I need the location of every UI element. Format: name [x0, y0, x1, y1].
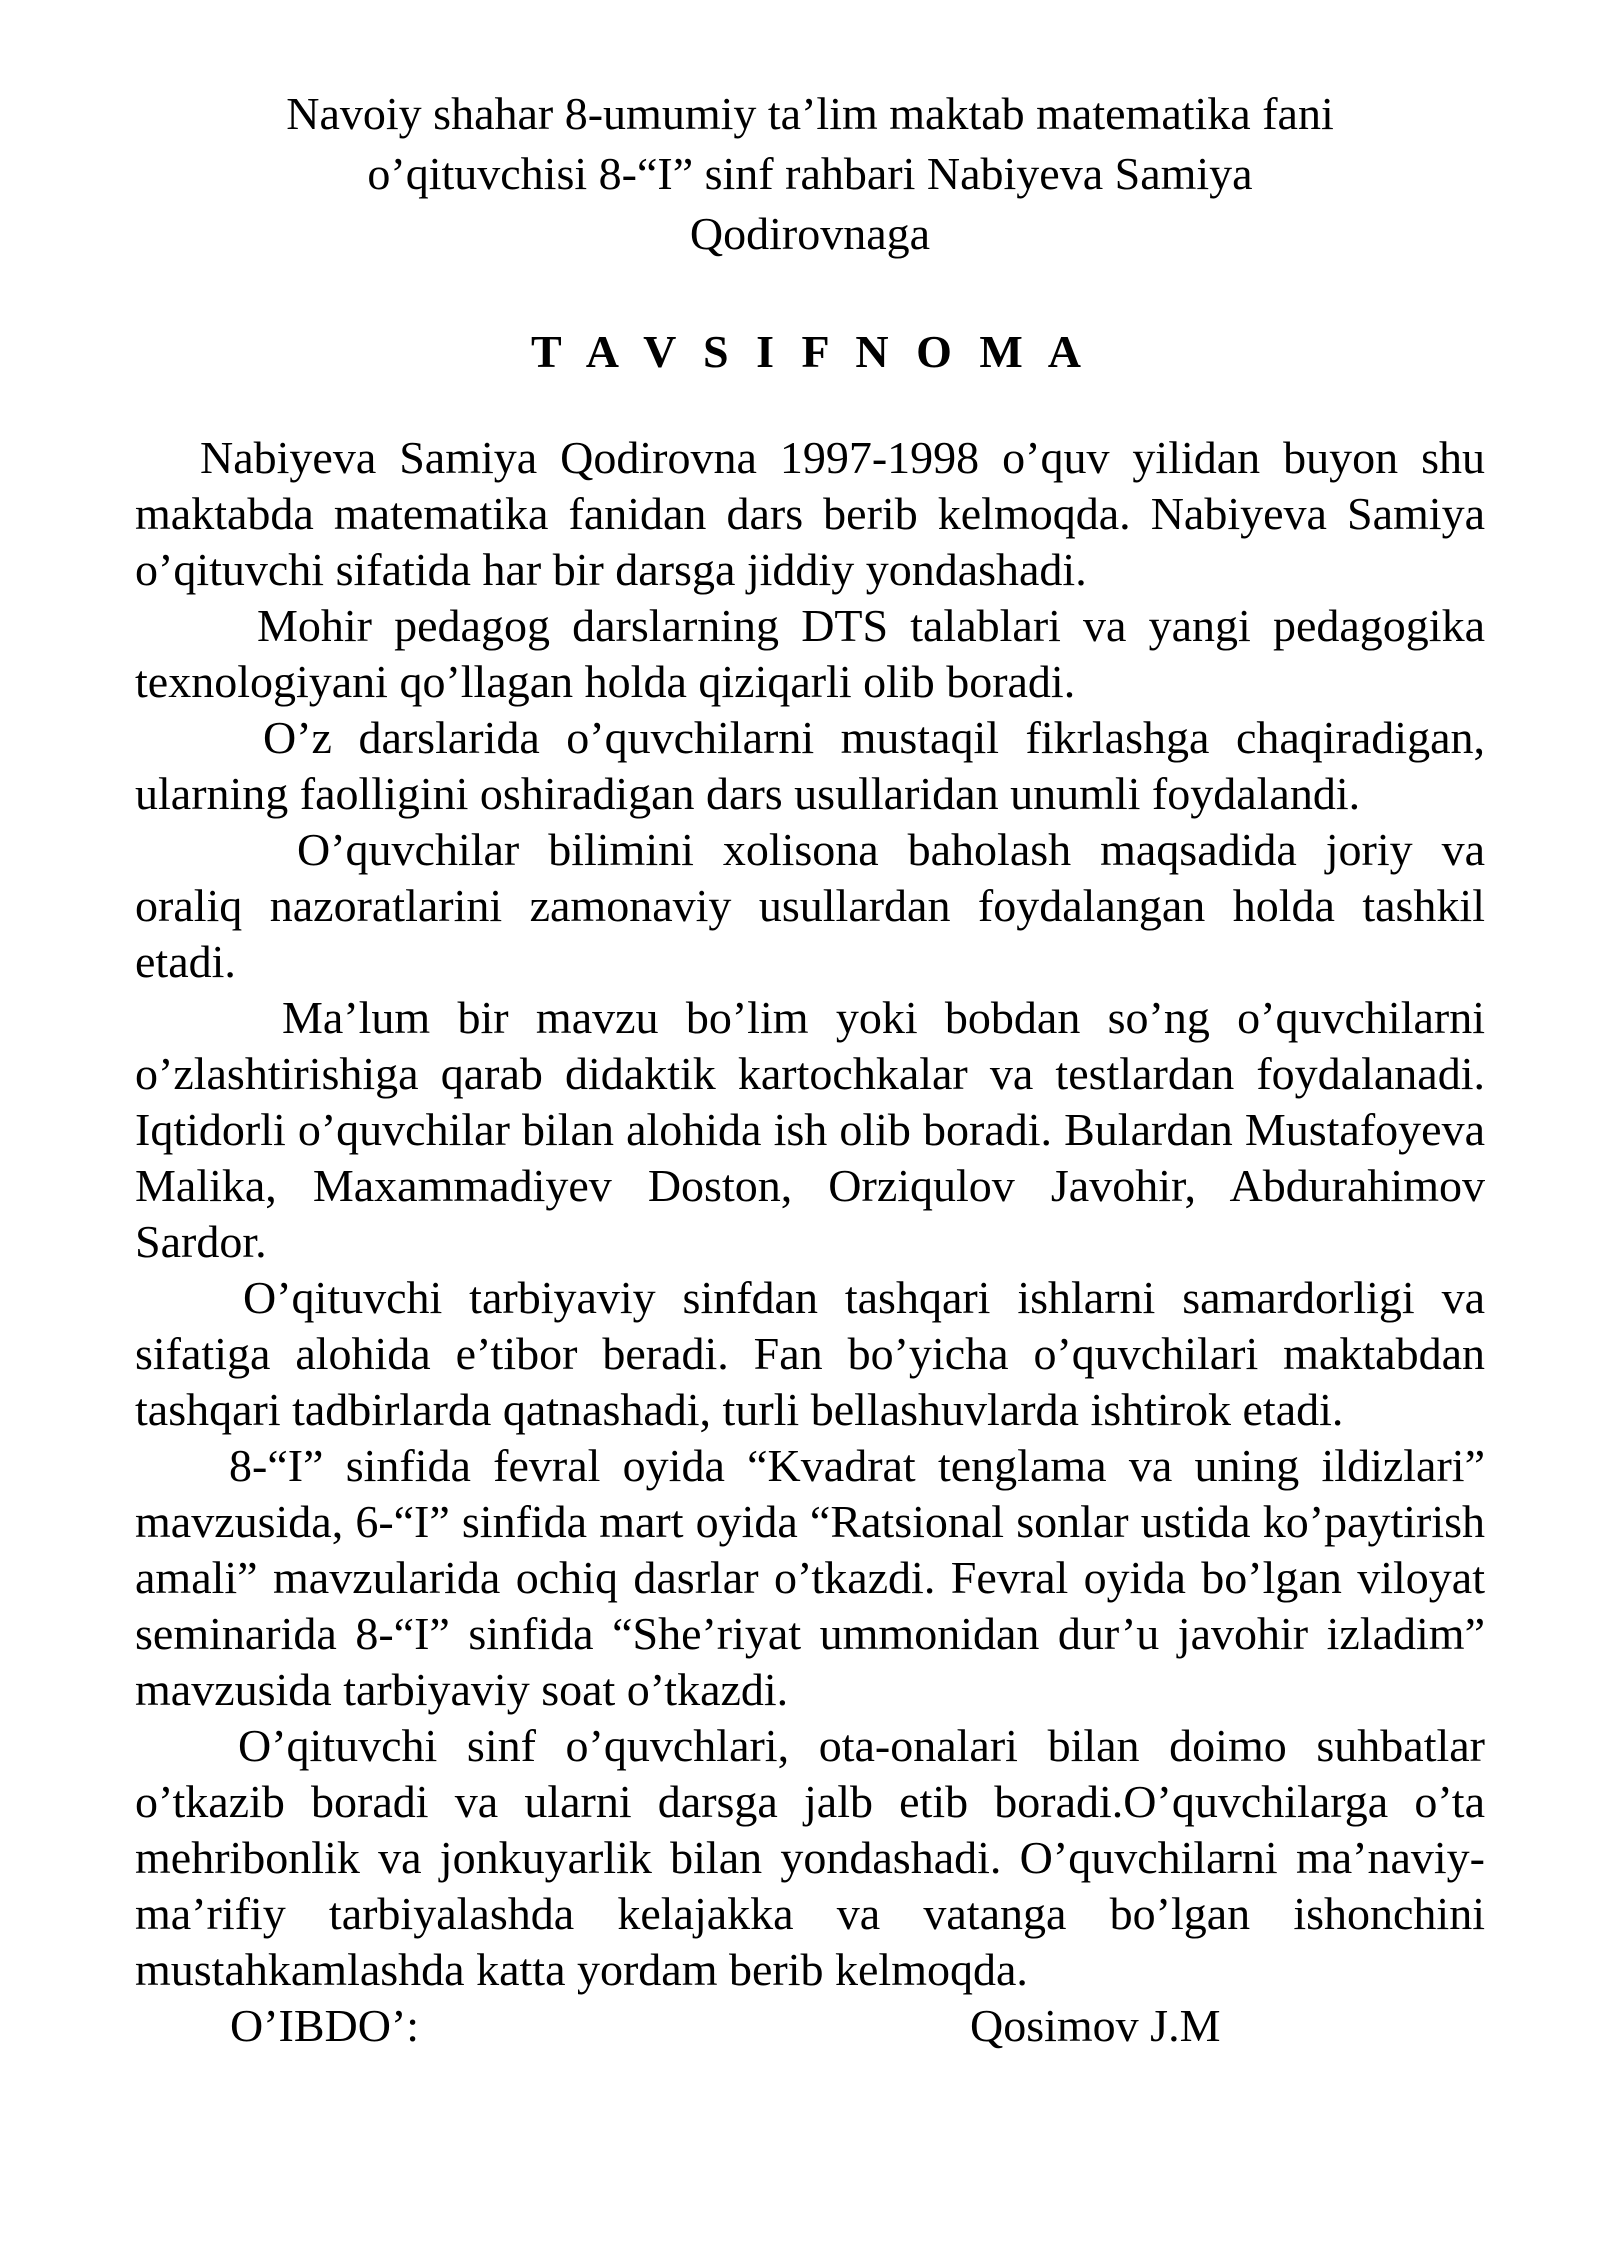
- paragraph-1: Nabiyeva Samiya Qodirovna 1997-1998 o’quv yilidan buyon shu maktabda matematika fanidan dars berib kelmoqda. Nabiyeva Samiya o’qituvchi sifatida har bir darsga jiddiy yondashadi.: [135, 432, 1485, 595]
- paragraph-8: O’qituvchi sinf o’quvchlari, ota-onalari bilan doimo suhbatlar o’tkazib boradi va ularni darsga jalb etib boradi.O’quvchilarga o’ta mehribonlik va jonkuyarlik bilan yondashadi. O’quvchilarni ma’naviy-ma’rifiy tarbiyalashda kelajakka va vatanga bo’lgan ishonchini mustahkamlashda katta yordam berib kelmoqda.: [135, 1720, 1485, 1995]
- title-line-3: Qodirovnaga: [689, 208, 931, 259]
- document-body: [135, 430, 1485, 1998]
- title-line-2: o’qituvchisi 8-“I” sinf rahbari Nabiyeva Samiya: [367, 148, 1253, 199]
- paragraph-7: 8-“I” sinfida fevral oyida “Kvadrat tenglama va uning ildizlari” mavzusida, 6-“I” sinfida mart oyida “Ratsional sonlar ustida ko’paytirish amali” mavzularida ochiq dasrlar o’tkazdi. Fevral oyida bo’lgan viloyat seminarida 8-“I” sinfida “She’riyat ummonidan dur’u javohir izladim” mavzusida tarbiyaviy soat o’tkazdi.: [135, 1440, 1485, 1715]
- signature-role: O’IBDO’:: [230, 2000, 420, 2051]
- title-line-1: Navoiy shahar 8-umumiy ta’lim maktab matematika fani: [286, 88, 1334, 139]
- signature-row: [135, 1998, 1485, 2054]
- paragraph-3: O’z darslarida o’quvchilarni mustaqil fikrlashga chaqiradigan, ularning faolligini oshiradigan dars usullaridan unumli foydalandi.: [135, 712, 1485, 819]
- paragraph-5: Ma’lum bir mavzu bo’lim yoki bobdan so’ng o’quvchilarni o’zlashtirishiga qarab didaktik kartochkalar va testlardan foydalanadi. Iqtidorli o’quvchilar bilan alohida ish olib boradi. Bulardan Mustafoyeva Malika, Maxammadiyev Doston, Orziqulov Javohir, Abdurahimov Sardor.: [135, 992, 1485, 1267]
- paragraph-6: O’qituvchi tarbiyaviy sinfdan tashqari ishlarni samardorligi va sifatiga alohida e’tibor beradi. Fan bo’yicha o’quvchilari maktabdan tashqari tadbirlarda qatnashadi, turli bellashuvlarda ishtirok etadi.: [135, 1272, 1485, 1435]
- signature-name: Qosimov J.M: [970, 2000, 1221, 2051]
- paragraph-2: Mohir pedagog darslarning DTS talablari va yangi pedagogika texnologiyani qo’llagan holda qiziqarli olib boradi.: [135, 600, 1485, 707]
- document-title: [135, 84, 1485, 264]
- paragraph-4: O’quvchilar bilimini xolisona baholash maqsadida joriy va oraliq nazoratlarini zamonaviy usullardan foydalangan holda tashkil etadi.: [135, 824, 1485, 987]
- document-heading: T A V S I F N O M A: [530, 326, 1090, 377]
